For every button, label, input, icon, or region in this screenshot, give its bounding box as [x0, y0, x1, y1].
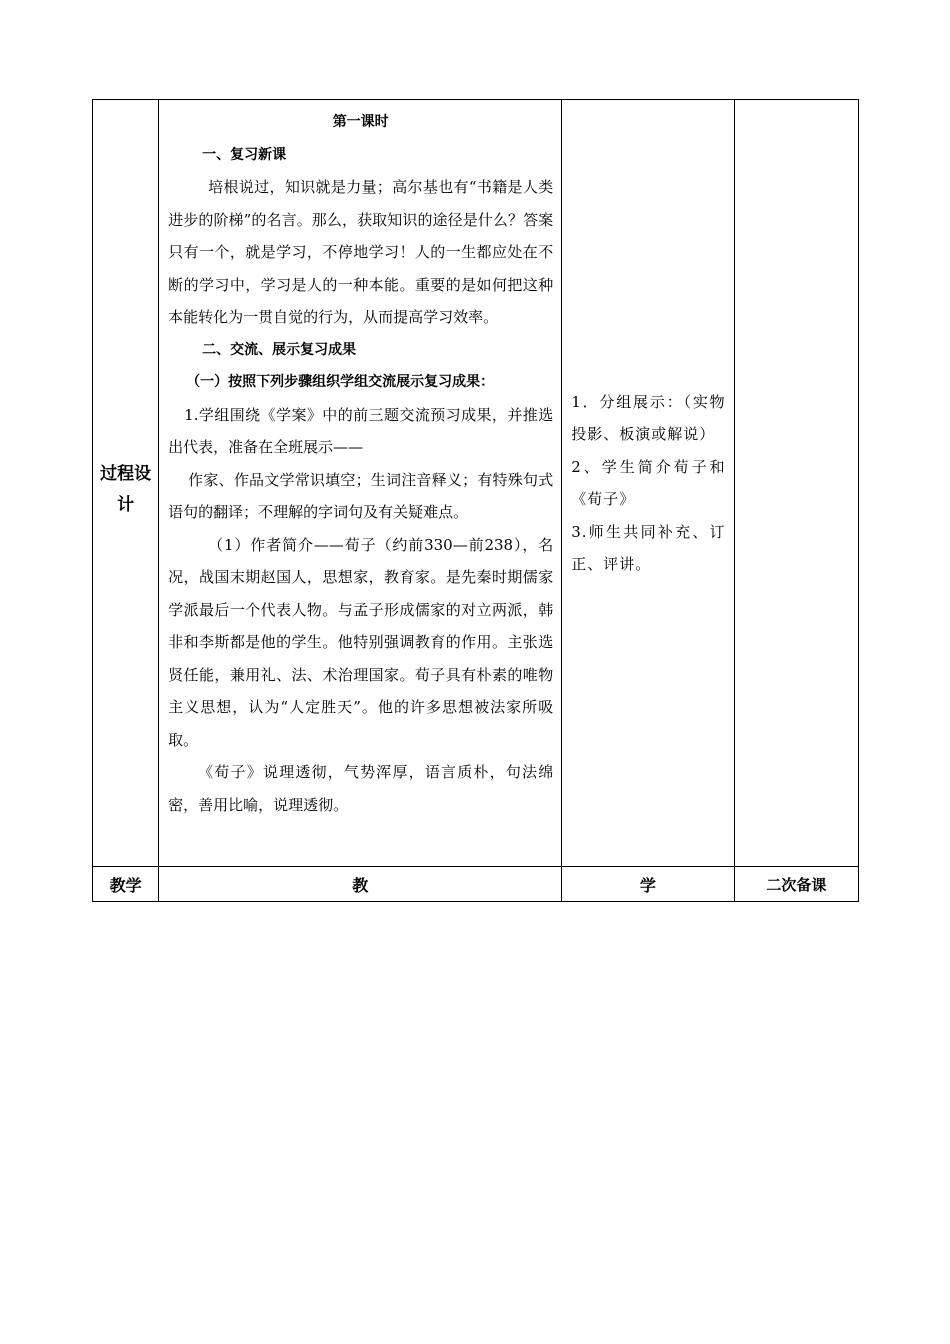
lesson-plan-table: [92, 99, 859, 902]
steps-subheading: （一）按照下列步骤组织学组交流展示复习成果：: [186, 374, 495, 390]
activity-item-3: 3.师生共同补充、订正、评讲。: [571, 522, 726, 573]
activity-item-1: 1．分组展示：（实物投影、板演或解说）: [571, 392, 726, 443]
second-prep-cell: [734, 100, 858, 867]
teaching-content-cell: [159, 100, 562, 867]
lesson-title: 第一课时: [332, 114, 389, 130]
step1-detail: 作家、作品文学常识填空；生词注音释义；有特殊句式语句的翻译；不理解的字词句及有关疑难点。: [168, 470, 554, 521]
student-activity: [571, 386, 725, 581]
section1-body: 培根说过，知识就是力量；高尔基也有“书籍是人类进步的阶梯”的名言。那么，获取知识的途径是什么？答案只有一个，就是学习，不停地学习！人的一生都应处在不断的学习中，学习是人的一种本能。重要的是如何把这种本能转化为一贯自觉的行为，从而提高学习效率。: [168, 178, 554, 326]
process-design-row: [93, 100, 859, 867]
section-label-cell: [93, 100, 159, 867]
footer-notes: 二次备课: [734, 867, 858, 902]
footer-row: [93, 867, 859, 902]
step1-text: 1.学组围绕《学案》中的前三题交流预习成果，并推选出代表，准备在全班展示——: [168, 405, 554, 456]
student-activity-cell: [562, 100, 734, 867]
section2-heading: 二、交流、展示复习成果: [202, 341, 357, 358]
author-intro: （1）作者简介——荀子（约前330—前238），名况，战国末期赵国人，思想家，教育家。是先秦时期儒家学派最后一个代表人物。与孟子形成儒家的对立两派，韩非和李斯都是他的学生。他特别强调教育的作用。主张选贤任能，兼用礼、法、术治理国家。荀子具有朴素的唯物主义思想，认为“人定胜天”。他的许多思想被法家所吸取。: [168, 535, 554, 749]
footer-teach: 教: [159, 867, 562, 902]
section1-heading: 一、复习新课: [202, 146, 287, 163]
footer-label: 教学: [93, 867, 159, 902]
teaching-content: [168, 106, 553, 821]
activity-item-2: 2、学生简介荀子和《荀子》: [571, 457, 726, 508]
section-label: 过程设计: [100, 464, 152, 515]
work-intro: 《荀子》说理透彻，气势浑厚，语言质朴，句法绵密，善用比喻，说理透彻。: [168, 763, 554, 814]
footer-study: 学: [562, 867, 734, 902]
